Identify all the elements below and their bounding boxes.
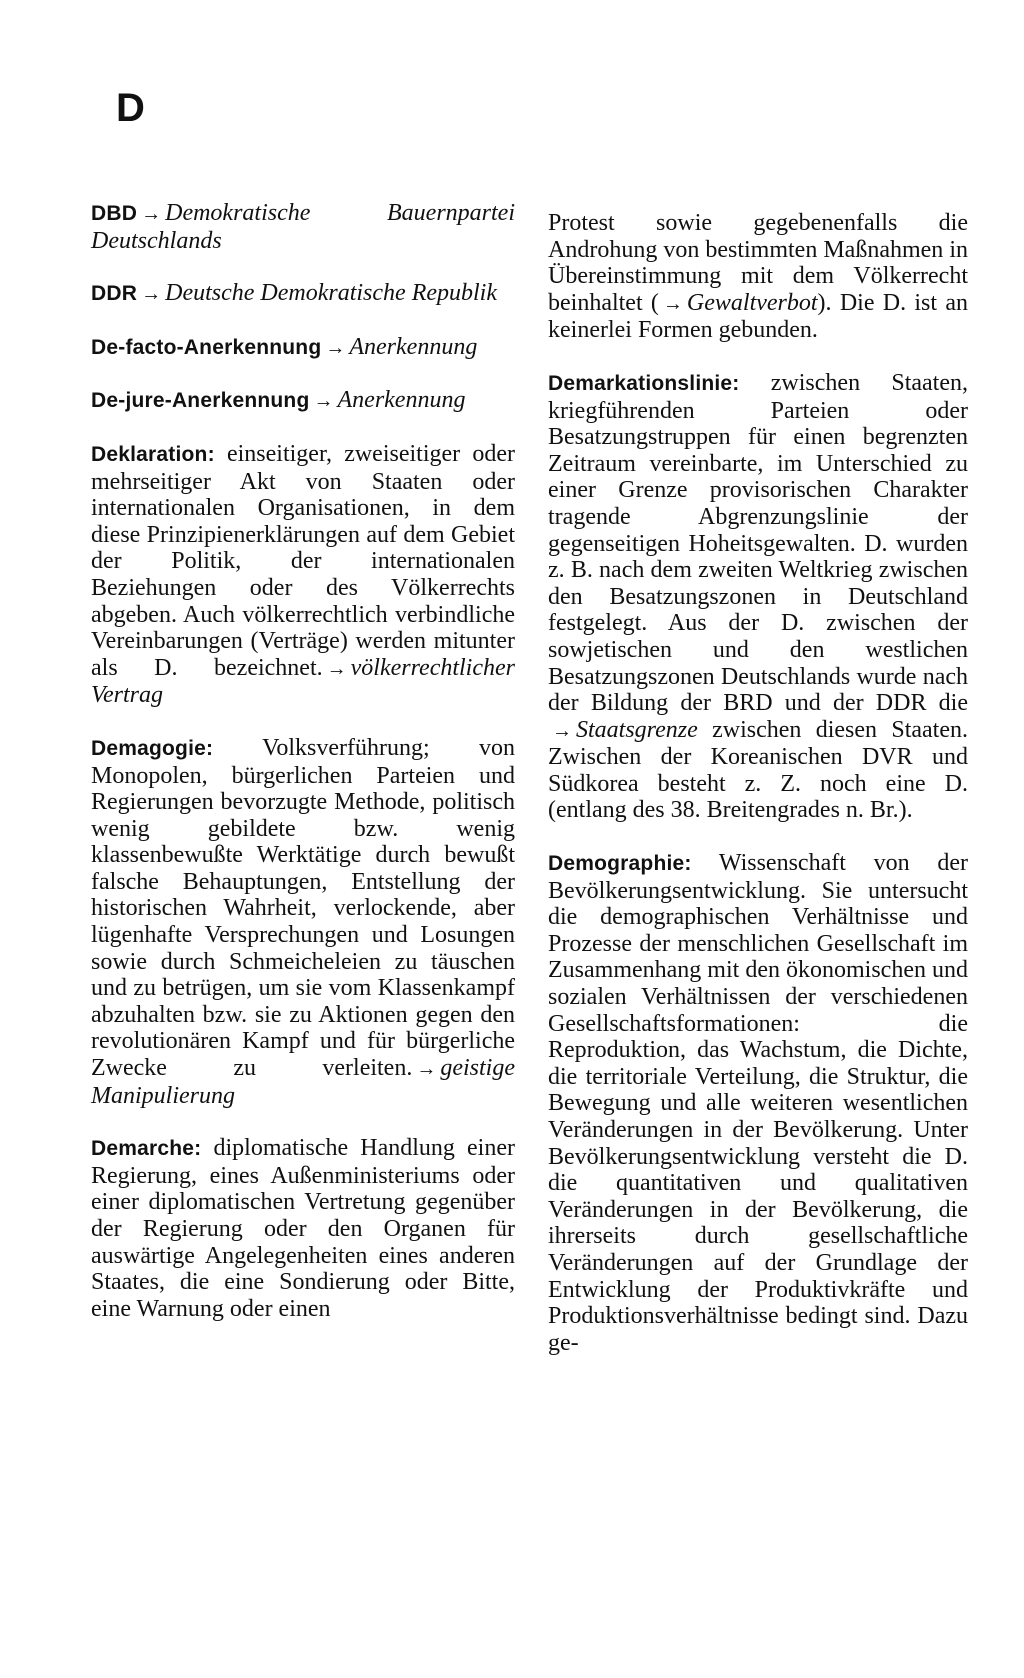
entry-demarche	[91, 1135, 515, 1322]
right-column	[548, 210, 968, 1382]
cross-reference-arrow-icon: →	[325, 336, 346, 359]
entry-headword: De-facto-Anerkennung	[91, 335, 322, 359]
cross-reference[interactable]: Demokratische Bauernpartei Deutschlands	[91, 200, 515, 254]
entry-headword: Demagogie:	[91, 736, 214, 760]
entry-de-facto-anerkennung	[91, 334, 515, 362]
entry-definition: zwischen diesen Staaten. Zwischen der Koreanischen DVR und Südkorea besteht z. Z. noch eine D. (entlang des 38. Breitengrades n. Br.).	[548, 716, 968, 824]
cross-reference[interactable]: Deutsche Demokratische Republik	[165, 280, 497, 307]
entry-headword: DDR	[91, 282, 138, 306]
cross-reference[interactable]: geistige Manipulierung	[91, 1055, 515, 1109]
cross-reference[interactable]: Anerkennung	[349, 333, 478, 360]
entry-headword: Demarkationslinie:	[548, 371, 740, 395]
cross-reference-arrow-icon: →	[313, 390, 334, 413]
entry-headword: Demographie:	[548, 852, 692, 876]
entry-headword: Deklaration:	[91, 442, 215, 466]
entry-deklaration	[91, 441, 515, 709]
cross-reference-arrow-icon: →	[416, 1058, 437, 1081]
entry-definition: einseitiger, zweiseitiger oder mehrseitiger Akt von Staaten oder internationalen Organisationen, in dem diese Prinzipienerklärungen auf dem Gebiet der Politik, der internationalen Beziehungen oder des Völkerrechts abgeben. Auch völkerrechtlich verbindliche Vereinbarungen (Verträge) werden mitunter als D. bezeichnet.	[91, 440, 515, 681]
cross-reference[interactable]: Staatsgrenze	[576, 716, 698, 743]
entry-dbd	[91, 200, 515, 254]
section-letter: D	[116, 86, 145, 130]
left-column	[91, 200, 515, 1348]
cross-reference-arrow-icon: →	[141, 203, 162, 225]
entry-ddr	[91, 280, 515, 308]
entry-demarche-continued	[548, 210, 968, 344]
entry-headword: Demarche:	[91, 1137, 202, 1161]
entry-demagogie	[91, 735, 515, 1109]
entry-de-jure-anerkennung	[91, 387, 515, 415]
entry-demographie	[548, 850, 968, 1356]
cross-reference-arrow-icon: →	[141, 283, 162, 306]
entry-definition: Wissenschaft von der Bevölkerungsentwicklung. Sie untersucht die demographischen Verhältnisse und Prozesse der menschlichen Gesellschaft im Zusammenhang mit den ökonomischen und sozialen Verhältnissen der verschiedenen Gesellschaftsformationen: die Reproduktion, das Wachstum, die Dichte, die territoriale Verteilung, die Struktur, die Bewegung und alle weiteren wesentlichen Veränderungen in der Bevölkerung. Unter Bevölkerungsentwicklung versteht die D. die quantitativen und qualitativen Veränderungen in der Bevölkerung, die ihrerseits durch gesellschaftliche Veränderungen auf der Grundlage der Entwicklung der Produktivkräfte und Produktionsverhältnisse bedingt sind. Dazu ge-	[548, 850, 968, 1356]
entry-definition: Protest sowie gegebenenfalls die Androhung von bestimmten Maßnahmen in Übereinstimmung mit dem Völkerrecht beinhaltet (	[548, 210, 968, 316]
entry-definition: Volksverführung; von Monopolen, bürgerlichen Parteien und Regierungen bevorzugte Methode, politisch wenig gebildete bzw. wenig klassenbewußte Werktätige durch bewußt falsche Behauptungen, Entstellung der historischen Wahrheit, verlockende, aber lügenhafte Versprechungen und Losungen sowie durch Schmeicheleien zu täuschen und zu betrügen, um sie vom Klassenkampf abzuhalten bzw. sie zu Aktionen gegen den revolutionären Kampf und für bürgerliche Zwecke zu verleiten.	[91, 734, 515, 1082]
entry-definition: diplomatische Handlung einer Regierung, eines Außenministeriums oder einer diplomatischen Vertretung gegenüber der Regierung oder den Organen für auswärtige Angelegenheiten eines anderen Staates, die eine Sondierung oder Bitte, eine Warnung oder einen	[91, 1135, 515, 1322]
entry-demarkationslinie	[548, 370, 968, 824]
entry-definition: ). Die D. ist an keinerlei Formen gebunden.	[548, 289, 968, 344]
cross-reference[interactable]: Gewaltverbot	[686, 289, 818, 316]
cross-reference[interactable]: völkerrechtlicher Vertrag	[91, 654, 515, 709]
entry-definition: zwischen Staaten, kriegführenden Parteien oder Besatzungstruppen für einen begrenzten Zeitraum vereinbarte, im Unterschied zu einer Grenze provisorischen Charakter tragende Abgrenzungslinie der gegenseitigen Hoheitsgewalten. D. wurden z. B. nach dem zweiten Weltkrieg zwischen den Besatzungszonen in Deutschland festgelegt. Aus der D. zwischen der sowjetischen und den westlichen Besatzungszonen Deutschlands wurde nach der Bildung der BRD und der DDR die	[548, 369, 968, 717]
cross-reference-arrow-icon: →	[326, 657, 347, 680]
entry-headword: De-jure-Anerkennung	[91, 389, 310, 413]
cross-reference-arrow-icon: →	[552, 719, 572, 742]
cross-reference-arrow-icon: →	[662, 292, 683, 315]
cross-reference[interactable]: Anerkennung	[337, 387, 466, 414]
entry-headword: DBD	[91, 202, 138, 225]
